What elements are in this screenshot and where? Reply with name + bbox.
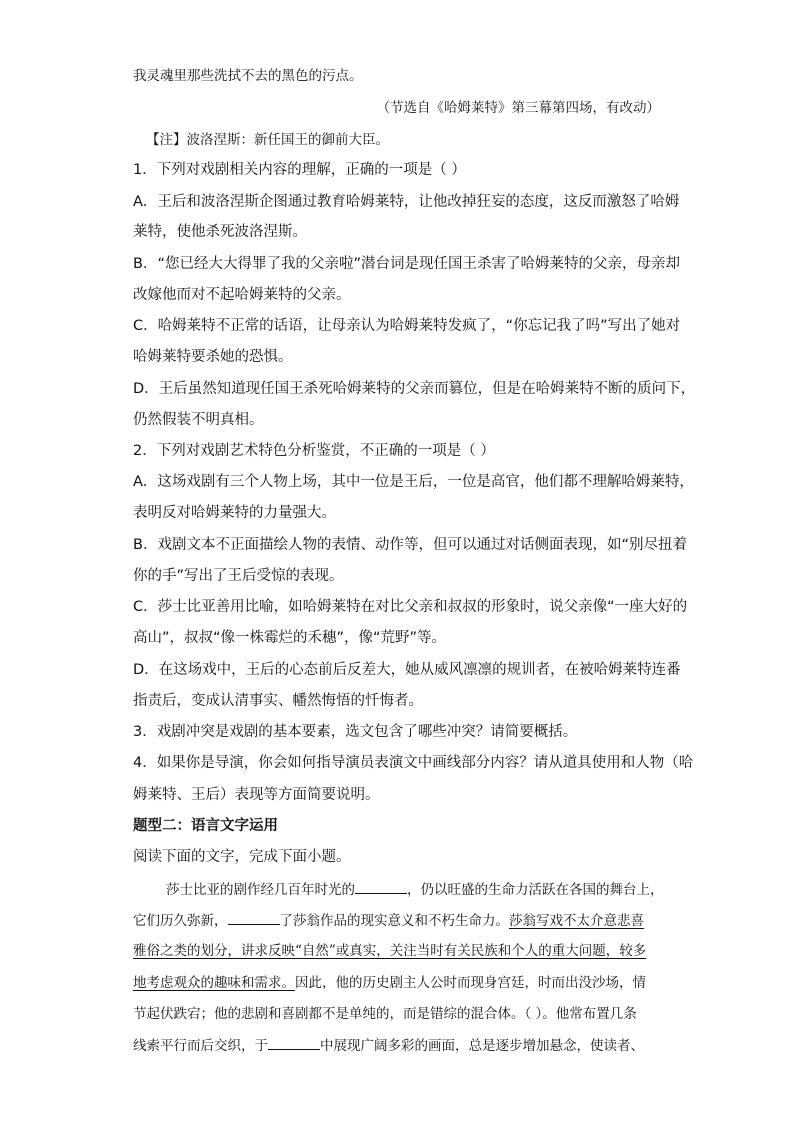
question-2-option-c: C．莎士比亚善用比喻，如哈姆莱特在对比父亲和叔叔的形象时，说父亲像“一座大好的 — [133, 599, 688, 615]
underlined-sentence-middle: 雅俗之类的划分，讲求反映“自然”或真实，关注当时有关民族和个人的重大问题， — [133, 943, 620, 959]
question-2-option-c-cont: 高山”，叔叔“像一株霉烂的禾穗”，像“荒野”等。 — [133, 630, 447, 646]
question-4-cont: 姆莱特、王后）表现等方面简要说明。 — [133, 787, 380, 803]
question-1-stem: 1．下列对戏剧相关内容的理解，正确的一项是（ ） — [133, 162, 466, 178]
question-4: 4．如果你是导演，你会如何指导演员表演文中画线部分内容？请从道具使用和人物（哈 — [133, 755, 694, 771]
passage-line-6-part-a: 线索平行而后交织，于 — [133, 1038, 268, 1054]
question-2-option-d-cont: 指责后，变成认清事实、幡然悔悟的忏悔者。 — [133, 693, 423, 709]
fill-blank-2[interactable] — [228, 910, 280, 925]
question-1-option-a-cont: 莱特，使他杀死波洛涅斯。 — [133, 224, 307, 240]
passage-line-5: 节起伏跌宕；他的悲剧和喜剧都不是单纯的，而是错综的混合体。（ ）。他常布置几条 — [133, 1006, 637, 1022]
passage-line-6-part-b: 中展现广阔多彩的画面，总是逐步增加悬念，使读者、 — [320, 1038, 644, 1054]
question-1-option-b: B．“您已经大大得罪了我的父亲啦”潜台词是现任国王杀害了哈姆莱特的父亲，母亲却 — [133, 256, 680, 272]
passage-line-2-part-a: 它们历久弥新， — [133, 913, 228, 929]
question-2-option-d: D．在这场戏中，王后的心态前后反差大，她从威风凛凛的规训者，在被哈姆莱特连番 — [133, 662, 681, 678]
source-citation: （节选自《哈姆莱特》第三幕第四场，有改动） — [376, 100, 660, 116]
fill-blank-1[interactable] — [355, 879, 407, 894]
passage-line-1-part-a: 莎士比亚的剧作经几百年时光的 — [166, 882, 355, 898]
underlined-sentence-middle-2: 较多 — [619, 943, 647, 959]
question-1-option-b-cont: 改嫁他而对不起哈姆莱特的父亲。 — [133, 287, 351, 303]
underlined-sentence-start: 莎翁写戏不太介意悲喜 — [509, 913, 644, 929]
passage-line-4 — [133, 973, 646, 993]
section-2-title: 题型二：语言文字运用 — [133, 818, 278, 834]
question-1-option-c: C．哈姆莱特不正常的话语，让母亲认为哈姆莱特发疯了，“你忘记我了吗”写出了她对 — [133, 318, 681, 334]
passage-line-2 — [133, 910, 644, 931]
question-2-option-b-cont: 你的手”写出了王后受惊的表现。 — [133, 568, 344, 584]
passage-line-3 — [133, 941, 646, 961]
section-2-instruction: 阅读下面的文字，完成下面小题。 — [133, 849, 351, 865]
question-2-stem: 2．下列对戏剧艺术特色分析鉴赏，不正确的一项是（ ） — [133, 443, 495, 459]
question-2-option-a-cont: 表明反对哈姆莱特的力量强大。 — [133, 505, 336, 521]
fill-blank-3[interactable] — [268, 1035, 320, 1050]
passage-line-6 — [133, 1035, 644, 1056]
passage-line-2-part-b: 了莎翁作品的现实意义和不朽生命力。 — [279, 913, 509, 929]
underlined-sentence-end: 地考虑观众的趣味和需求。 — [133, 975, 295, 991]
question-2-option-a: A．这场戏剧有三个人物上场，其中一位是王后，一位是高官，他们都不理解哈姆莱特， — [133, 474, 694, 490]
passage-line-1-part-b: ，仍以旺盛的生命力活跃在各国的舞台上， — [407, 882, 664, 898]
question-2-option-b: B．戏剧文本不正面描绘人物的表情、动作等，但可以通过对话侧面表现，如“别尽扭着 — [133, 537, 687, 553]
question-1-option-d: D．王后虽然知道现任国王杀死哈姆莱特的父亲而篡位，但是在哈姆莱特不断的质问下， — [133, 381, 696, 397]
drama-line-end: 我灵魂里那些洗拭不去的黑色的污点。 — [133, 68, 363, 84]
question-3: 3．戏剧冲突是戏剧的基本要素，选文包含了哪些冲突？请简要概括。 — [133, 724, 578, 740]
annotation-note: 【注】波洛涅斯：新任国王的御前大臣。 — [146, 132, 389, 148]
passage-line-1 — [166, 879, 664, 900]
question-1-option-c-cont: 哈姆莱特要杀她的恐惧。 — [133, 349, 293, 365]
passage-line-4-part-b: 因此，他的历史剧主人公时而现身宫廷，时而出没沙场，情 — [295, 975, 646, 991]
question-1-option-d-cont: 仍然假装不明真相。 — [133, 412, 264, 428]
question-1-option-a: A．王后和波洛涅斯企图通过教育哈姆莱特，让他改掉狂妄的态度，这反而激怒了哈姆 — [133, 194, 680, 210]
